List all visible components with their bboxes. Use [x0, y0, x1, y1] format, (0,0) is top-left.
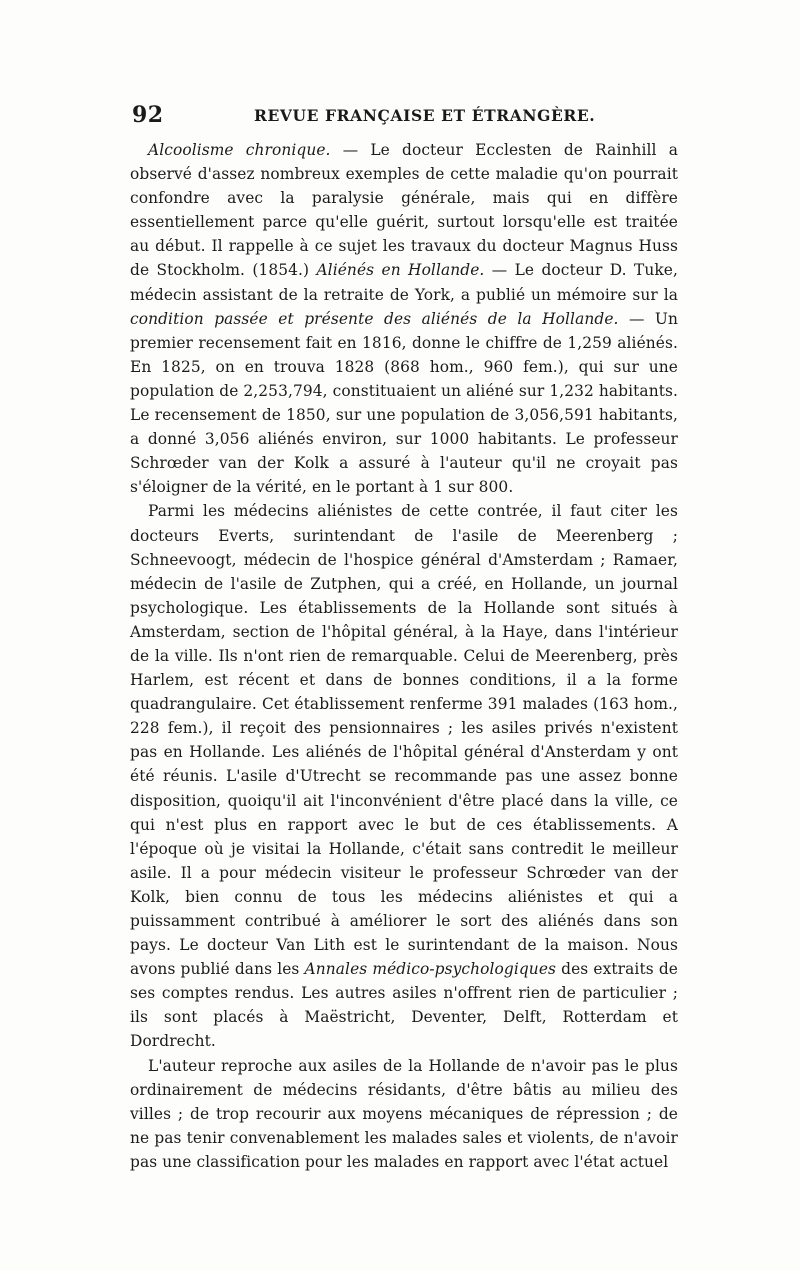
journal-title: Annales médico-psychologiques [304, 960, 557, 979]
text-run: L'auteur reproche aux asiles de la Hollande de n'avoir pas le plus ordinairement de médecins résidants, d'être bâtis au milieu des villes ; de trop recourir aux moyens mécaniques de répression ; de ne pas tenir convenablement les malades sales et violents, de n'avoir pas une classification pour les malades en rapport avec l'état actuel [130, 1056, 678, 1171]
text-run: Parmi les médecins aliénistes de cette contrée, il faut citer les docteurs Everts, surintendant de l'asile de Meerenberg ; Schneevoogt, médecin de l'hospice général d'Amsterdam ; Ramaer, médecin de l'asile de Zutphen, qui a créé, en Hollande, un journal psychologique. Les établissements de la Hollande sont situés à Amsterdam, section de l'hôpital général, à la Haye, dans l'intérieur de la ville. Ils n'ont rien de remarquable. Celui de Meerenberg, près Harlem, est récent et dans de bonnes conditions, il a la forme quadrangulaire. Cet établissement renferme 391 malades (163 hom., 228 fem.), il reçoit des pensionnaires ; les asiles privés n'existent pas en Hollande. Les aliénés de l'hôpital général d'Ansterdam y ont été réunis. L'asile d'Utrecht se recommande pas une assez bonne disposition, quoiqu'il ait l'inconvénient d'être placé dans la ville, ce qui n'est plus en rapport avec le but de ces établissements. A l'époque où je visitai la Hollande, c'était sans contredit le meilleur asile. Il a pour médecin visiteur le professeur Schrœder van der Kolk, bien connu de tous les médecins aliénistes et qui a puissamment contribué à améliorer le sort des aliénés dans son pays. Le docteur Van Lith est le surintendant de la maison. Nous avons publié dans les [130, 502, 678, 979]
body-text [130, 138, 678, 1174]
paragraph-medecins [130, 499, 678, 1053]
page-header [130, 102, 678, 130]
text-run: — Le docteur D. Tuke, médecin assistant de la retraite de York, a publié un mémoire sur la [130, 261, 678, 304]
running-title: REVUE FRANÇAISE ET ÉTRANGÈRE. [254, 106, 596, 125]
section-heading-alcoolisme: Alcoolisme chronique. [148, 141, 331, 159]
paragraph-reproches [130, 1054, 678, 1174]
text-run: — Le docteur Ecclesten de Rainhill a observé d'assez nombreux exemples de cette maladie qu'on pourrait confondre avec la paralysie générale, mais qui en diffère essentiellement parce qu'elle guérit, surtout lorsqu'elle est traitée au début. Il rappelle à ce sujet les travaux du docteur Magnus Huss de Stockholm. (1854.) [130, 141, 678, 280]
text-run: — Un premier recensement fait en 1816, donne le chiffre de 1,259 aliénés. En 1825, on en trouva 1828 (868 hom., 960 fem.), qui sur une population de 2,253,794, constituaient un aliéné sur 1,232 habitants. Le recensement de 1850, sur une population de 3,056,591 habitants, a donné 3,056 aliénés environ, sur 1000 habitants. Le professeur Schrœder van der Kolk a assuré à l'auteur qu'il ne croyait pas s'éloigner de la vérité, en le portant à 1 sur 800. [130, 309, 678, 497]
paragraph-alcoolisme [130, 138, 678, 499]
page-number: 92 [132, 102, 164, 128]
text-run: des extraits de ses comptes rendus. Les autres asiles n'offrent rien de particulier ; ils sont placés à Maëstricht, Deventer, Delft, Rotterdam et Dordrecht. [130, 960, 678, 1051]
section-heading-alienes-hollande: Aliénés en Hollande. [316, 261, 485, 280]
memoir-title: condition passée et présente des aliénés de la Hollande. [130, 309, 619, 328]
